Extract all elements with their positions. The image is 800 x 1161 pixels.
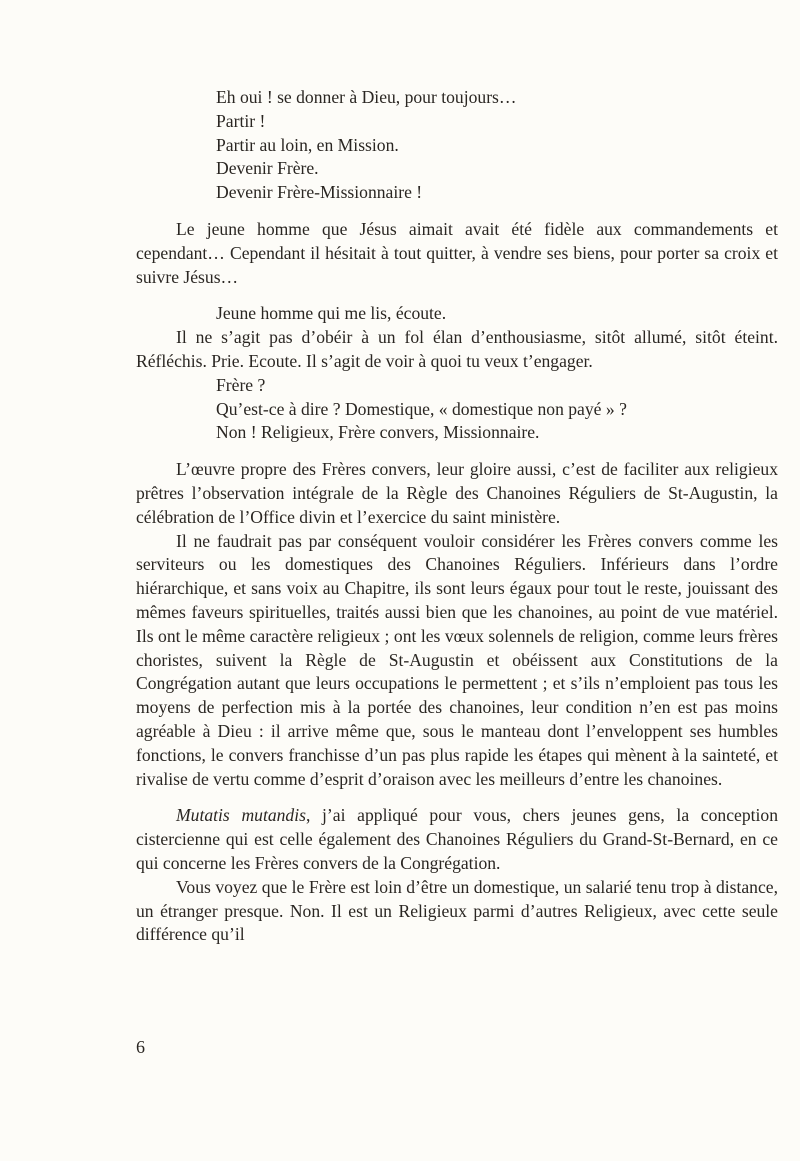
verse-line: Devenir Frère-Missionnaire ! [216, 182, 423, 203]
verse-line: Partir au loin, en Mission. [216, 134, 399, 155]
verse-line: Partir ! [216, 110, 266, 131]
verse-line: Eh oui ! se donner à Dieu, pour toujours… [216, 87, 517, 107]
paragraph-mutatis [136, 804, 778, 875]
dialogue-line: Qu’est-ce à dire ? Domestique, « domestique non payé » ? [216, 398, 627, 419]
dialogue-line: Non ! Religieux, Frère convers, Missionnaire. [216, 422, 540, 443]
paragraph-serviteurs: Il ne faudrait pas par conséquent vouloir considérer les Frères convers comme les serviteurs ou les domestiques des Chanoines Réguliers. Inférieurs dans l’ordre hiérarchique, et sans voix au Chapitre, ils sont leurs égaux pour tout le reste, jouissant des mêmes faveurs spirituelles, traités aussi bien que les chanoines, au point de vue matériel. Ils ont le même caractère religieux ; ont les vœux solennels de religion, comme leurs frères choristes, suivent la Règle de St-Augustin et obéissent aux Constitutions de la Congrégation autant que leurs occupations le permettent ; et s’ils n’emploient pas tous les moyens de perfection mis à la portée des chanoines, leur condition n’en est pas moins agréable à Dieu : il arrive même que, sous le manteau dont l’enveloppent ses humbles fonctions, le convers franchisse d’un pas plus rapide les étapes qui mènent à la sainteté, et rivalise de vertu comme d’esprit d’oraison avec les meilleurs d’entre les chanoines. [136, 530, 778, 789]
paragraph-voyez: Vous voyez que le Frère est loin d’être un domestique, un salarié tenu trop à distance, un étranger presque. Non. Il est un Religieux parmi d’autres Religieux, avec cette seule différence qu’il [136, 876, 778, 945]
paragraph-jeune-homme: Le jeune homme que Jésus aimait avait été fidèle aux commandements et cependant… Cependant il hésitait à tout quitter, à vendre ses biens, pour porter sa croix et suivre Jésus… [136, 218, 778, 287]
page-number: 6 [136, 1037, 145, 1057]
dialogue-line: Frère ? [216, 374, 266, 395]
body-text [136, 86, 778, 947]
line-ecoute: Jeune homme qui me lis, écoute. [216, 303, 447, 324]
mutatis-italic: Mutatis mutandis [176, 805, 306, 826]
paragraph-oeuvre: L’œuvre propre des Frères convers, leur gloire aussi, c’est de faciliter aux religieux prêtres l’observation intégrale de la Règle des Chanoines Réguliers de St-Augustin, la célébration de l’Office divin et l’exercice du saint ministère. [136, 459, 778, 527]
verse-line: Devenir Frère. [216, 158, 319, 179]
paragraph-elan: Il ne s’agit pas d’obéir à un fol élan d’enthousiasme, sitôt allumé, sitôt éteint. Réfléchis. Prie. Ecoute. Il s’agit de voir à quoi tu veux t’engager. [136, 327, 778, 371]
mutatis-rest: , j’ai appliqué pour vous, chers jeunes gens, la conception cistercienne qui est celle également des Chanoines Réguliers du Grand-St-Bernard, en ce qui concerne les Frères convers de la Congrégation. [136, 805, 778, 873]
verse-block [136, 86, 778, 205]
